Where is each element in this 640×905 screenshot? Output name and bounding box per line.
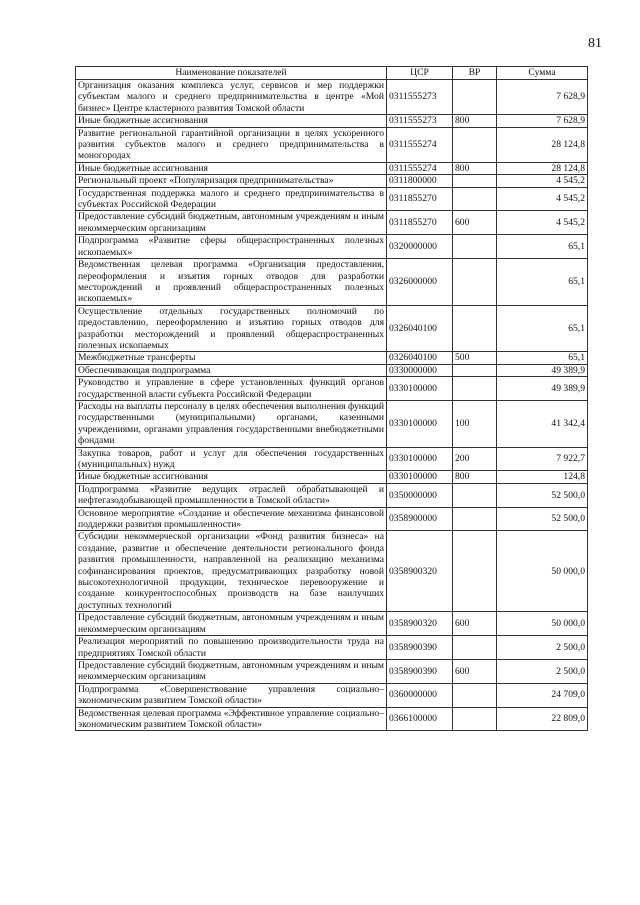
row-csr-cell: 0358900390 (387, 636, 453, 660)
row-sum-cell: 22 809,0 (497, 707, 588, 731)
row-sum-cell: 124,8 (497, 471, 588, 483)
row-name-cell: Ведомственная целевая программа «Эффективное управление социально–экономическим развитием Томской области» (76, 707, 387, 731)
row-csr-cell: 0326000000 (387, 259, 453, 306)
table-row (76, 483, 588, 507)
row-vr-cell (453, 305, 497, 352)
table-row (76, 612, 588, 636)
row-name-cell: Иные бюджетные ассигнования (76, 471, 387, 483)
row-name-cell: Подпрограмма «Совершенствование управления социально–экономическим развитием Томской области» (76, 683, 387, 707)
row-csr-cell: 0311800000 (387, 175, 453, 187)
row-vr-cell (453, 636, 497, 660)
row-vr-cell: 800 (453, 162, 497, 174)
row-sum-cell: 4 545,2 (497, 175, 588, 187)
row-csr-cell: 0326040100 (387, 305, 453, 352)
row-sum-cell: 65,1 (497, 235, 588, 259)
table-row (76, 377, 588, 401)
table-row (76, 659, 588, 683)
row-sum-cell: 2 500,0 (497, 659, 588, 683)
table-row (76, 175, 588, 187)
row-csr-cell: 0358900320 (387, 531, 453, 612)
table-row (76, 364, 588, 376)
row-sum-cell: 7 922,7 (497, 447, 588, 471)
row-sum-cell: 4 545,2 (497, 211, 588, 235)
row-name-cell: Предоставление субсидий бюджетным, автономным учреждениям и иным некоммерческим организациям (76, 612, 387, 636)
row-csr-cell: 0358900390 (387, 659, 453, 683)
row-vr-cell: 500 (453, 352, 497, 364)
row-vr-cell (453, 259, 497, 306)
row-csr-cell: 0311555273 (387, 115, 453, 127)
table-row (76, 507, 588, 531)
table-row (76, 162, 588, 174)
row-vr-cell (453, 127, 497, 162)
row-sum-cell: 4 545,2 (497, 187, 588, 211)
row-sum-cell: 41 342,4 (497, 400, 588, 447)
table-row (76, 259, 588, 306)
row-vr-cell: 600 (453, 612, 497, 636)
row-csr-cell: 0350000000 (387, 483, 453, 507)
table-row (76, 531, 588, 612)
row-name-cell: Реализация мероприятий по повышению производительности труда на предприятиях Томской области (76, 636, 387, 660)
row-name-cell: Расходы на выплаты персоналу в целях обеспечения выполнения функций государственными (муниципальными) органами, казенными учреждениями, органами управления государственными внебюджетными фондами (76, 400, 387, 447)
row-sum-cell: 52 500,0 (497, 483, 588, 507)
row-csr-cell: 0330100000 (387, 471, 453, 483)
table-header-row (76, 67, 588, 80)
table-row (76, 707, 588, 731)
row-name-cell: Организация оказания комплекса услуг, сервисов и мер поддержки субъектам малого и среднего предпринимательства в центре «Мой бизнес» Центре кластерного развития Томской области (76, 80, 387, 115)
row-vr-cell (453, 235, 497, 259)
row-name-cell: Предоставление субсидий бюджетным, автономным учреждениям и иным некоммерческим организациям (76, 659, 387, 683)
row-sum-cell: 7 628,9 (497, 115, 588, 127)
table-row (76, 352, 588, 364)
row-sum-cell: 28 124,8 (497, 127, 588, 162)
table-row (76, 305, 588, 352)
row-name-cell: Основное мероприятие «Создание и обеспечение механизма финансовой поддержки развития промышленности» (76, 507, 387, 531)
row-vr-cell: 100 (453, 400, 497, 447)
row-name-cell: Предоставление субсидий бюджетным, автономным учреждениям и иным некоммерческим организациям (76, 211, 387, 235)
row-sum-cell: 65,1 (497, 305, 588, 352)
row-vr-cell: 800 (453, 115, 497, 127)
row-csr-cell: 0360000000 (387, 683, 453, 707)
row-vr-cell (453, 80, 497, 115)
header-sum: Сумма (497, 67, 588, 80)
row-vr-cell (453, 175, 497, 187)
row-name-cell: Ведомственная целевая программа «Организация предоставления, переоформления и изъятия горных отводов для разработки месторождений и проявлений общераспространенных полезных ископаемых» (76, 259, 387, 306)
row-name-cell: Осуществление отдельных государственных полномочий по предоставлению, переоформлению и изъятию горных отводов для разработки месторождений и проявлений общераспространенных полезных ископаемых (76, 305, 387, 352)
row-vr-cell (453, 531, 497, 612)
row-sum-cell: 28 124,8 (497, 162, 588, 174)
row-csr-cell: 0311555273 (387, 80, 453, 115)
row-csr-cell: 0320000000 (387, 235, 453, 259)
row-vr-cell (453, 683, 497, 707)
row-name-cell: Государственная поддержка малого и среднего предпринимательства в субъектах Российской Федерации (76, 187, 387, 211)
row-sum-cell: 49 389,9 (497, 377, 588, 401)
row-csr-cell: 0311555274 (387, 162, 453, 174)
row-name-cell: Обеспечивающая подпрограмма (76, 364, 387, 376)
table-row (76, 187, 588, 211)
row-vr-cell (453, 707, 497, 731)
row-name-cell: Развитие региональной гарантийной организации в целях ускоренного развития субъектов малого и среднего предпринимательства в моногородах (76, 127, 387, 162)
row-vr-cell (453, 377, 497, 401)
row-name-cell: Субсидии некоммерческой организации «Фонд развития бизнеса» на создание, развитие и обеспечение деятельности регионального фонда развития промышленности, направленной на реализацию механизма софинансирования проектов, предусматривающих разработку новой высокотехнологичной продукции, техническое перевооружение и создание конкурентоспособных производств на базе наилучших доступных технологий (76, 531, 387, 612)
row-sum-cell: 65,1 (497, 352, 588, 364)
row-name-cell: Иные бюджетные ассигнования (76, 115, 387, 127)
row-sum-cell: 7 628,9 (497, 80, 588, 115)
table-row (76, 471, 588, 483)
table-row (76, 211, 588, 235)
row-csr-cell: 0311855270 (387, 187, 453, 211)
row-vr-cell: 600 (453, 211, 497, 235)
row-vr-cell: 200 (453, 447, 497, 471)
row-name-cell: Подпрограмма «Развитие ведущих отраслей обрабатывающей и нефтегазодобывающей промышленности в Томской области» (76, 483, 387, 507)
row-vr-cell (453, 483, 497, 507)
row-vr-cell: 800 (453, 471, 497, 483)
table-row (76, 683, 588, 707)
table-row (76, 80, 588, 115)
header-csr: ЦСР (387, 67, 453, 80)
table-row (76, 115, 588, 127)
row-name-cell: Межбюджетные трансферты (76, 352, 387, 364)
row-csr-cell: 0358900000 (387, 507, 453, 531)
budget-table (75, 66, 588, 731)
row-csr-cell: 0311555274 (387, 127, 453, 162)
page-number: 81 (588, 36, 602, 51)
table-row (76, 235, 588, 259)
row-csr-cell: 0330100000 (387, 377, 453, 401)
row-name-cell: Руководство и управление в сфере установленных функций органов государственной власти субъекта Российской Федерации (76, 377, 387, 401)
row-sum-cell: 49 389,9 (497, 364, 588, 376)
table-row (76, 400, 588, 447)
row-vr-cell (453, 507, 497, 531)
row-sum-cell: 24 709,0 (497, 683, 588, 707)
row-vr-cell (453, 364, 497, 376)
row-name-cell: Закупка товаров, работ и услуг для обеспечения государственных (муниципальных) нужд (76, 447, 387, 471)
row-csr-cell: 0366100000 (387, 707, 453, 731)
row-name-cell: Иные бюджетные ассигнования (76, 162, 387, 174)
table-row (76, 127, 588, 162)
row-vr-cell: 600 (453, 659, 497, 683)
row-vr-cell (453, 187, 497, 211)
row-sum-cell: 50 000,0 (497, 531, 588, 612)
row-csr-cell: 0330000000 (387, 364, 453, 376)
row-name-cell: Региональный проект «Популяризация предпринимательства» (76, 175, 387, 187)
row-csr-cell: 0358900320 (387, 612, 453, 636)
row-name-cell: Подпрограмма «Развитие сферы общераспространенных полезных ископаемых» (76, 235, 387, 259)
row-sum-cell: 50 000,0 (497, 612, 588, 636)
row-sum-cell: 52 500,0 (497, 507, 588, 531)
row-sum-cell: 65,1 (497, 259, 588, 306)
header-name: Наименование показателей (76, 67, 387, 80)
row-csr-cell: 0330100000 (387, 400, 453, 447)
row-sum-cell: 2 500,0 (497, 636, 588, 660)
row-csr-cell: 0311855270 (387, 211, 453, 235)
row-csr-cell: 0330100000 (387, 447, 453, 471)
table-row (76, 636, 588, 660)
row-csr-cell: 0326040100 (387, 352, 453, 364)
table-row (76, 447, 588, 471)
header-vr: ВР (453, 67, 497, 80)
